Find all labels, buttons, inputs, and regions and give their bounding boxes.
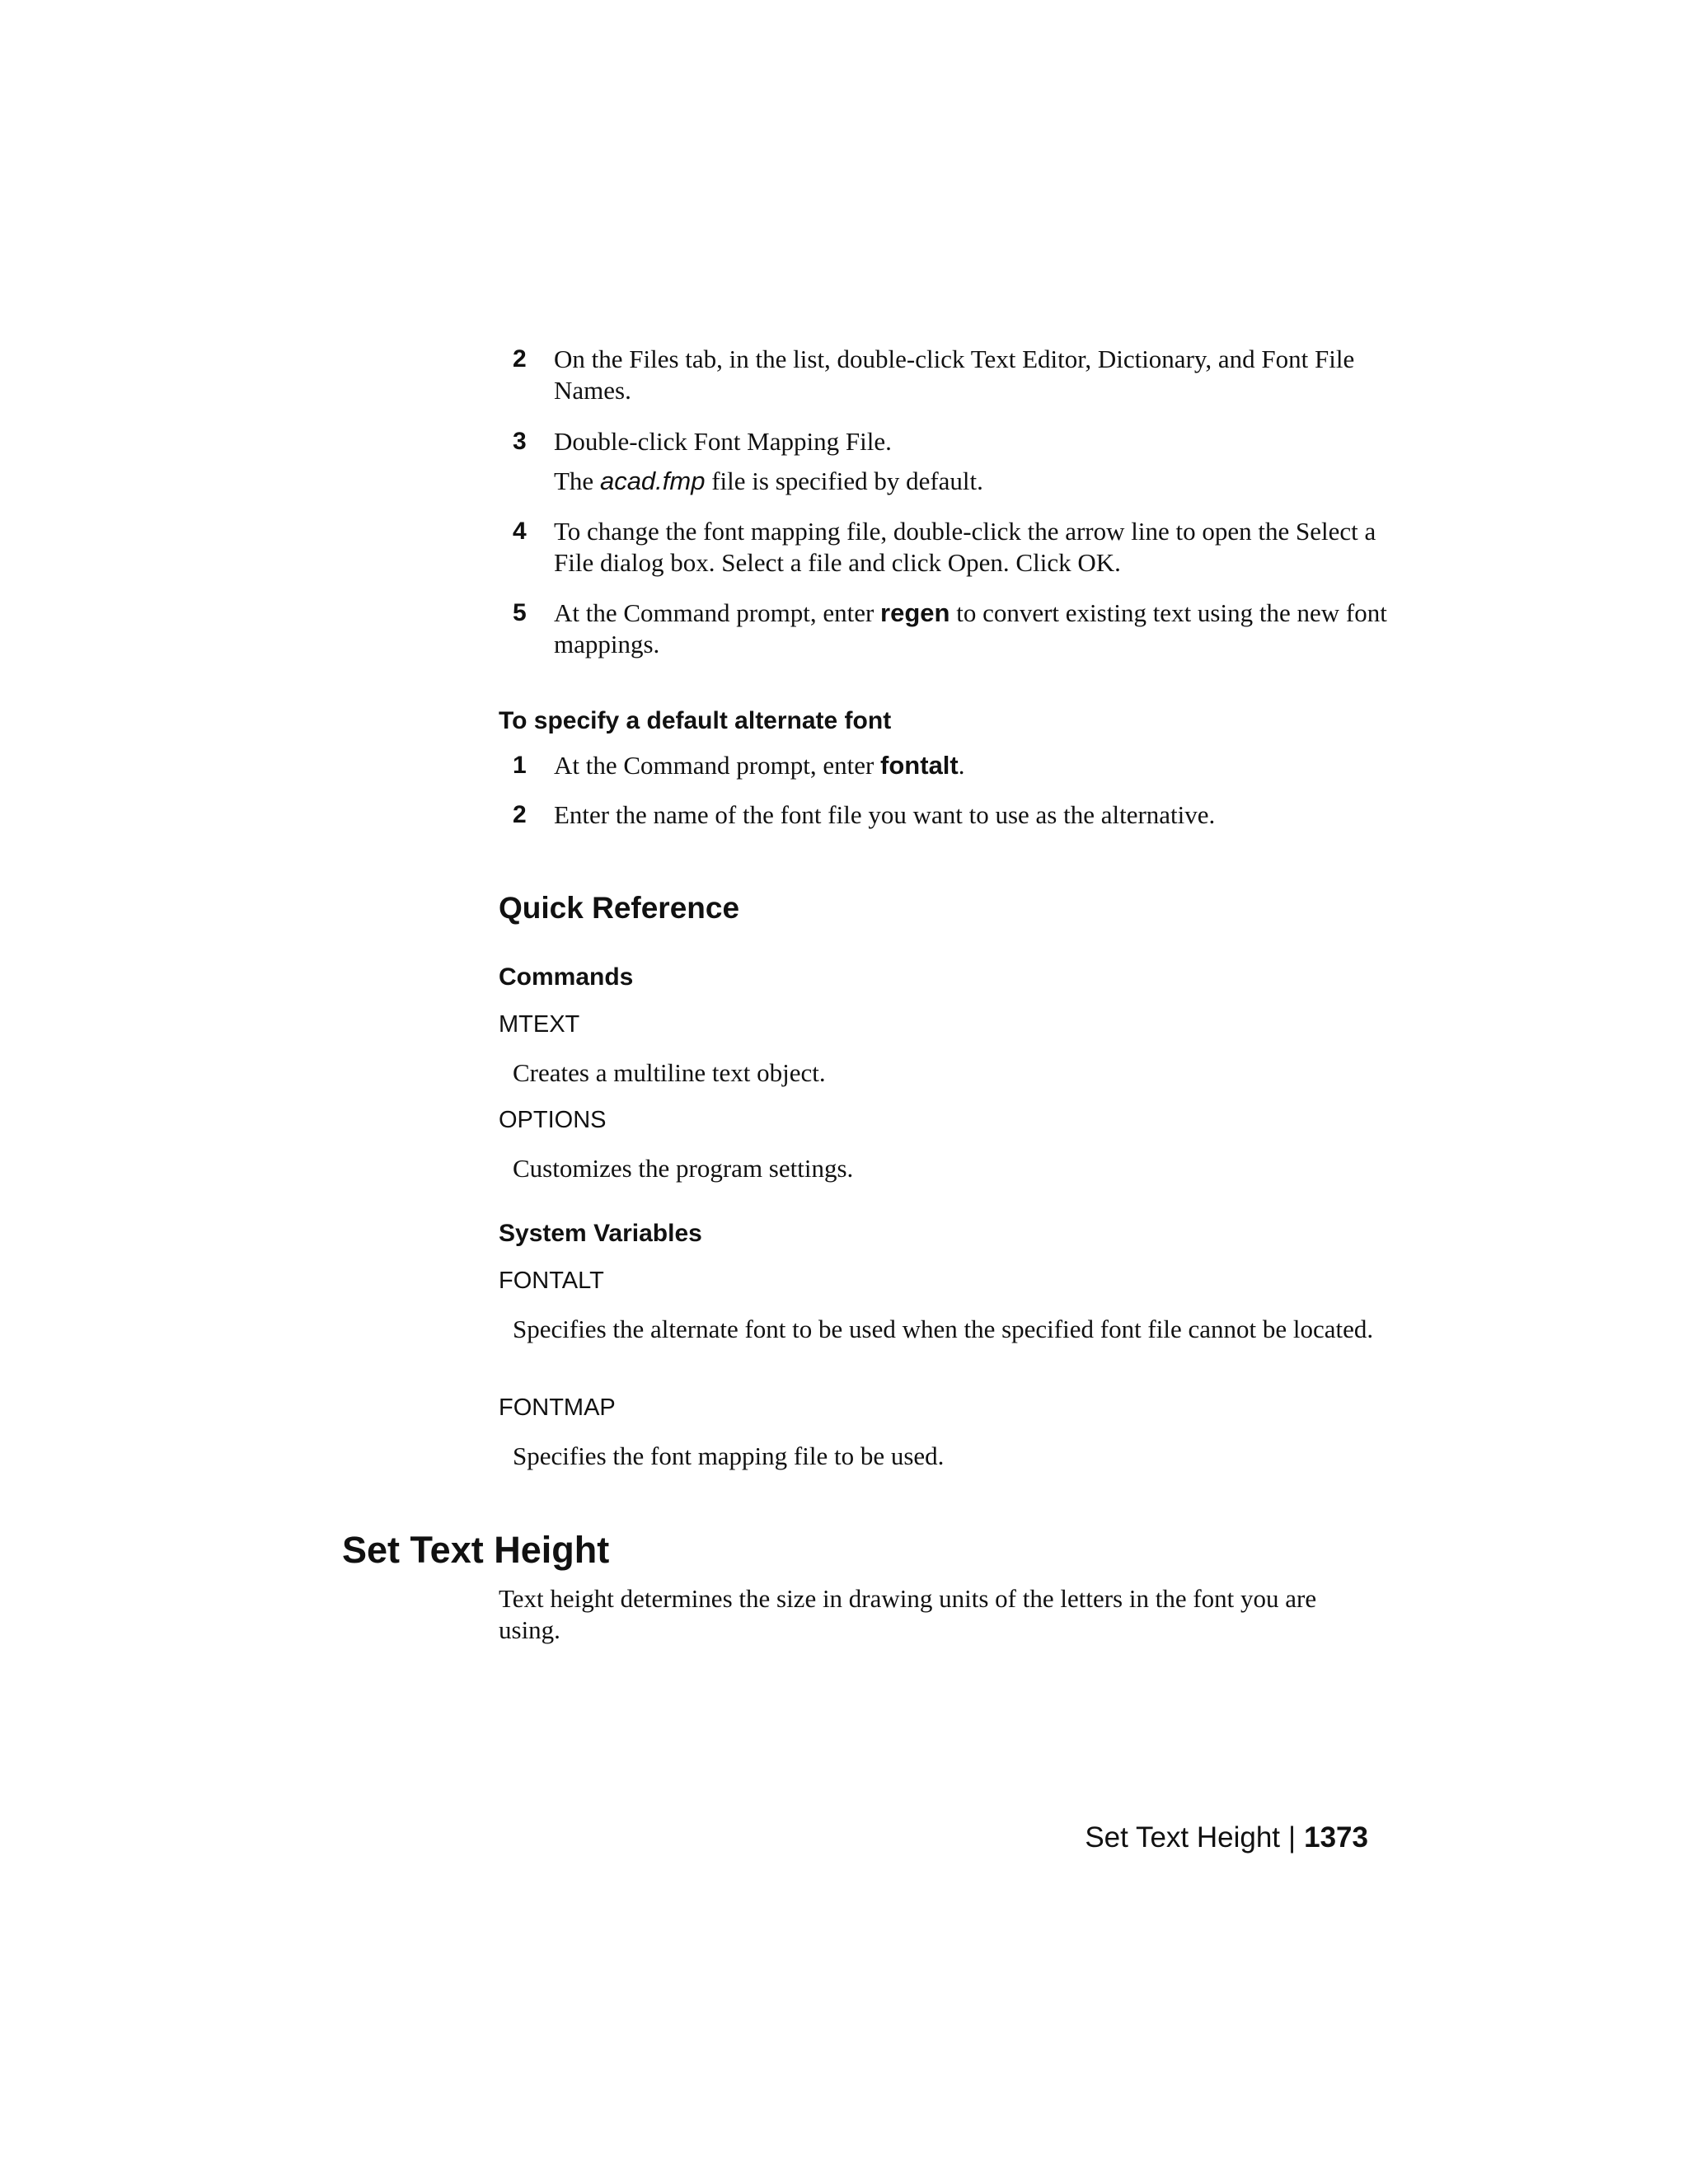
step-text — [554, 598, 1419, 660]
note-suffix: file is specified by default. — [705, 466, 983, 495]
command-description: Customizes the program settings. — [513, 1154, 854, 1183]
procedure-heading: To specify a default alternate font — [499, 707, 892, 734]
step-text — [554, 750, 1419, 781]
step-text: Double-click Font Mapping File. — [554, 427, 892, 456]
section-heading: Set Text Height — [342, 1529, 610, 1571]
step-text: To change the font mapping file, double-click the arrow line to open the Select a File dialog box. Select a file and click Open. Click OK. — [554, 517, 1376, 577]
note-prefix: The — [554, 466, 600, 495]
command-regen: regen — [880, 598, 950, 627]
page-footer — [1085, 1820, 1368, 1856]
sysvar-name-fontmap: FONTMAP — [499, 1394, 616, 1421]
step-note — [554, 466, 1419, 497]
quick-reference-heading: Quick Reference — [499, 891, 740, 925]
sysvar-name-fontalt: FONTALT — [499, 1268, 604, 1294]
step-number: 4 — [513, 518, 527, 545]
commands-heading: Commands — [499, 963, 634, 991]
step-number: 2 — [513, 345, 527, 373]
command-fontalt: fontalt — [880, 751, 959, 780]
step-number: 1 — [513, 752, 527, 779]
sysvar-description: Specifies the alternate font to be used when the specified font file cannot be located. — [513, 1315, 1374, 1343]
text-suffix: . — [958, 751, 965, 780]
filename-acad-fmp: acad.fmp — [599, 466, 706, 495]
step-text: Enter the name of the font file you want to use as the alternative. — [554, 800, 1216, 829]
step-number: 5 — [513, 599, 527, 626]
footer-title: Set Text Height — [1085, 1821, 1281, 1854]
text-prefix: At the Command prompt, enter — [554, 598, 881, 627]
page-number: 1373 — [1304, 1821, 1368, 1854]
step-number: 2 — [513, 801, 527, 828]
step-text: On the Files tab, in the list, double-click Text Editor, Dictionary, and Font File Names. — [554, 344, 1355, 405]
command-description: Creates a multiline text object. — [513, 1058, 826, 1087]
text-suffix: to convert existing text using the new font mappings. — [554, 598, 1387, 658]
command-name-mtext: MTEXT — [499, 1011, 580, 1038]
command-name-options: OPTIONS — [499, 1107, 607, 1133]
step-number: 3 — [513, 428, 527, 455]
section-paragraph: Text height determines the size in drawing units of the letters in the font you are using. — [499, 1584, 1317, 1644]
sysvar-description: Specifies the font mapping file to be used. — [513, 1441, 945, 1470]
system-variables-heading: System Variables — [499, 1220, 702, 1247]
text-prefix: At the Command prompt, enter — [554, 751, 881, 780]
footer-separator: | — [1288, 1821, 1296, 1854]
